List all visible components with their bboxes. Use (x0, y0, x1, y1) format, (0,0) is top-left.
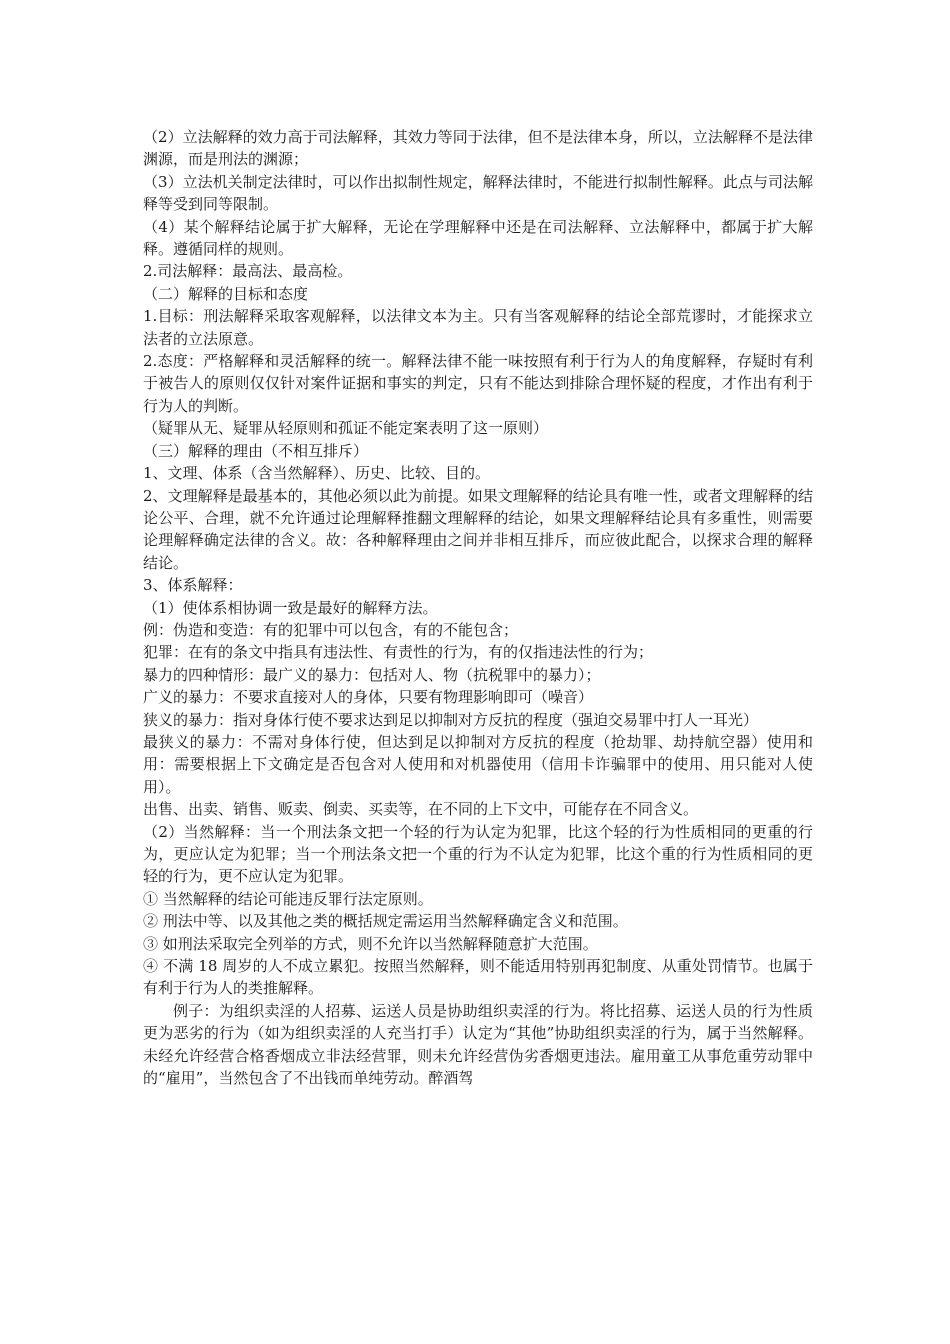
paragraph-example-forgery: 例：伪造和变造：有的犯罪中可以包含，有的不能包含； (143, 620, 519, 639)
paragraph-attitude: 2.态度：严格解释和灵活解释的统一。解释法律不能一味按照有利于行为人的角度解释，存疑时有利于被告人的原则仅仅针对案件证据和事实的判定，只有不能达到排除合理怀疑的程度，才作出有利于行为人的判断。 (143, 352, 813, 415)
list-item-4: ④ 不满 18 周岁的人不成立累犯。按照当然解释，则不能适用特别再犯制度、从重处罚情节。也属于有利于行为人的类推解释。 (143, 957, 813, 998)
paragraph-system-coordination: （1）使体系相协调一致是最好的解释方法。 (143, 598, 438, 617)
paragraph-crime-meaning: 犯罪：在有的条文中指具有违法性、有责性的行为，有的仅指违法性的行为； (143, 643, 654, 662)
section-heading-reasons: （三）解释的理由（不相互排斥） (143, 441, 369, 460)
paragraph-violence-broad: 广义的暴力：不要求直接对人的身体，只要有物理影响即可（噪音） (143, 688, 594, 707)
paragraph-examples: 例子：为组织卖淫的人招募、运送人员是协助组织卖淫的行为。将比招募、运送人员的行为性质更为恶劣的行为（如为组织卖淫的人充当打手）认定为“其他”协助组织卖淫的行为，属于当然解释。未经允许经营合格香烟成立非法经营罪，则未允许经营伪劣香烟更违法。雇用童工从事危重劳动罪中的“雇用”，当然包含了不出钱而单纯劳动。醉酒驾 (143, 1001, 813, 1088)
paragraph-violence-narrow: 狭义的暴力：指对身体行使不要求达到足以抑制对方反抗的程度（强迫交易罪中打人一耳光） (143, 710, 759, 729)
paragraph-a-fortiori-interpretation: （2）当然解释：当一个刑法条文把一个轻的行为认定为犯罪，比这个轻的行为性质相同的更重的行为，更应认定为犯罪；当一个刑法条文把一个重的行为不认定为犯罪，比这个重的行为性质相同的更轻的行为，更不应认定为犯罪。 (143, 822, 813, 886)
paragraph-goal: 1.目标：刑法解释采取客观解释，以法律文本为主。只有当客观解释的结论全部荒谬时，才能探求立法者的立法原意。 (143, 307, 813, 348)
paragraph-systematic-interpretation-heading: 3、体系解释： (143, 576, 243, 595)
paragraph-legislative-interpretation-effect: （2）立法解释的效力高于司法解释，其效力等同于法律，但不是法律本身，所以，立法解释不是法律渊源，而是刑法的渊源； (143, 128, 813, 169)
paragraph-literal-interpretation: 2、文理解释是最基本的，其他必须以此为前提。如果文理解释的结论具有唯一性，或者文理解释的结论公平、合理，就不允许通过论理解释推翻文理解释的结论，如果文理解释结论具有多重性，则需要论理解释确定法律的含义。故：各种解释理由之间并非相互排斥，而应彼此配合，以探求合理的解释结论。 (143, 486, 813, 572)
list-item-3: ③ 如刑法采取完全列举的方式，则不允许以当然解释随意扩大范围。 (143, 934, 598, 953)
paragraph-sale-terms: 出售、出卖、销售、贩卖、倒卖、买卖等，在不同的上下文中，可能存在不同含义。 (143, 800, 699, 819)
list-item-1: ① 当然解释的结论可能违反罪行法定原则。 (143, 889, 433, 908)
paragraph-violence-broadest: 暴力的四种情形：最广义的暴力：包括对人、物（抗税罪中的暴力）； (143, 665, 601, 684)
section-heading-goals-attitude: （二）解释的目标和态度 (143, 284, 309, 303)
paragraph-reason-types: 1、文理、体系（含当然解释）、历史、比较、目的。 (143, 464, 491, 483)
paragraph-expansive-interpretation: （4）某个解释结论属于扩大解释，无论在学理解释中还是在司法解释、立法解释中，都属于扩大解释。遵循同样的规则。 (143, 217, 813, 259)
paragraph-doubt-principle-note: （疑罪从无、疑罪从轻原则和孤证不能定案表明了这一原则） (143, 419, 549, 438)
paragraph-legislative-fictional-provisions: （3）立法机关制定法律时，可以作出拟制性规定，解释法律时，不能进行拟制性解释。此点与司法解释等受到同等限制。 (143, 172, 813, 214)
paragraph-judicial-interpretation: 2.司法解释：最高法、最高检。 (143, 262, 353, 281)
paragraph-violence-narrowest: 最狭义的暴力：不需对身体行使，但达到足以抑制对方反抗的程度（抢劫罪、劫持航空器）使用和用：需要根据上下文确定是否包含对人使用和对机器使用（信用卡诈骗罪中的使用、用只能对人使用）。 (143, 732, 813, 796)
document-body (143, 126, 813, 1089)
list-item-2: ② 刑法中等、以及其他之类的概括规定需运用当然解释确定含义和范围。 (143, 912, 628, 931)
